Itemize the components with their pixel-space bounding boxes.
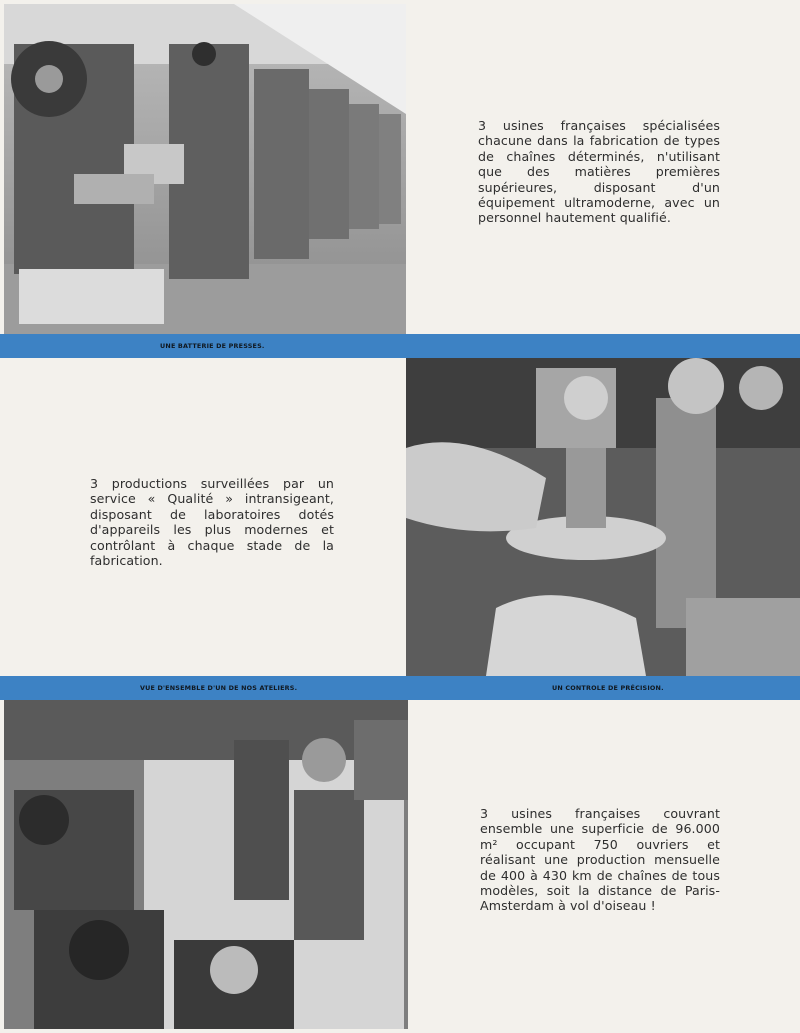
caption-workshop: VUE D'ENSEMBLE D'UN DE NOS ATELIERS. (140, 684, 298, 692)
caption-precision: UN CONTROLE DE PRÉCISION. (552, 684, 664, 692)
middle-text: 3 productions surveillées par un service « Qualité » intransigeant, disposant de laboratoires dotés d'appareils les plus modernes et contrôlant à chaque stade de la fabrication. (90, 476, 334, 569)
precision-control-photo (406, 358, 800, 676)
caption-band-middle (0, 676, 800, 700)
top-text: 3 usines françaises spécialisées chacune dans la fabrication de types de chaînes déterminés, n'utilisant que des matières premières supérieures, disposant d'un équipement ultramoderne, avec un personnel hautement qualifié. (478, 118, 720, 226)
bottom-text: 3 usines françaises couvrant ensemble une superficie de 96.000 m² occupant 750 ouvriers et réalisant une production mensuelle de 400 à 430 km de chaînes de tous modèles, soit la distance de Paris-Amsterdam à vol d'oiseau ! (480, 806, 720, 914)
workshop-photo (4, 700, 408, 1029)
caption-band-top (0, 334, 800, 358)
caption-presses: UNE BATTERIE DE PRESSES. (160, 342, 265, 350)
presses-photo (4, 4, 406, 334)
